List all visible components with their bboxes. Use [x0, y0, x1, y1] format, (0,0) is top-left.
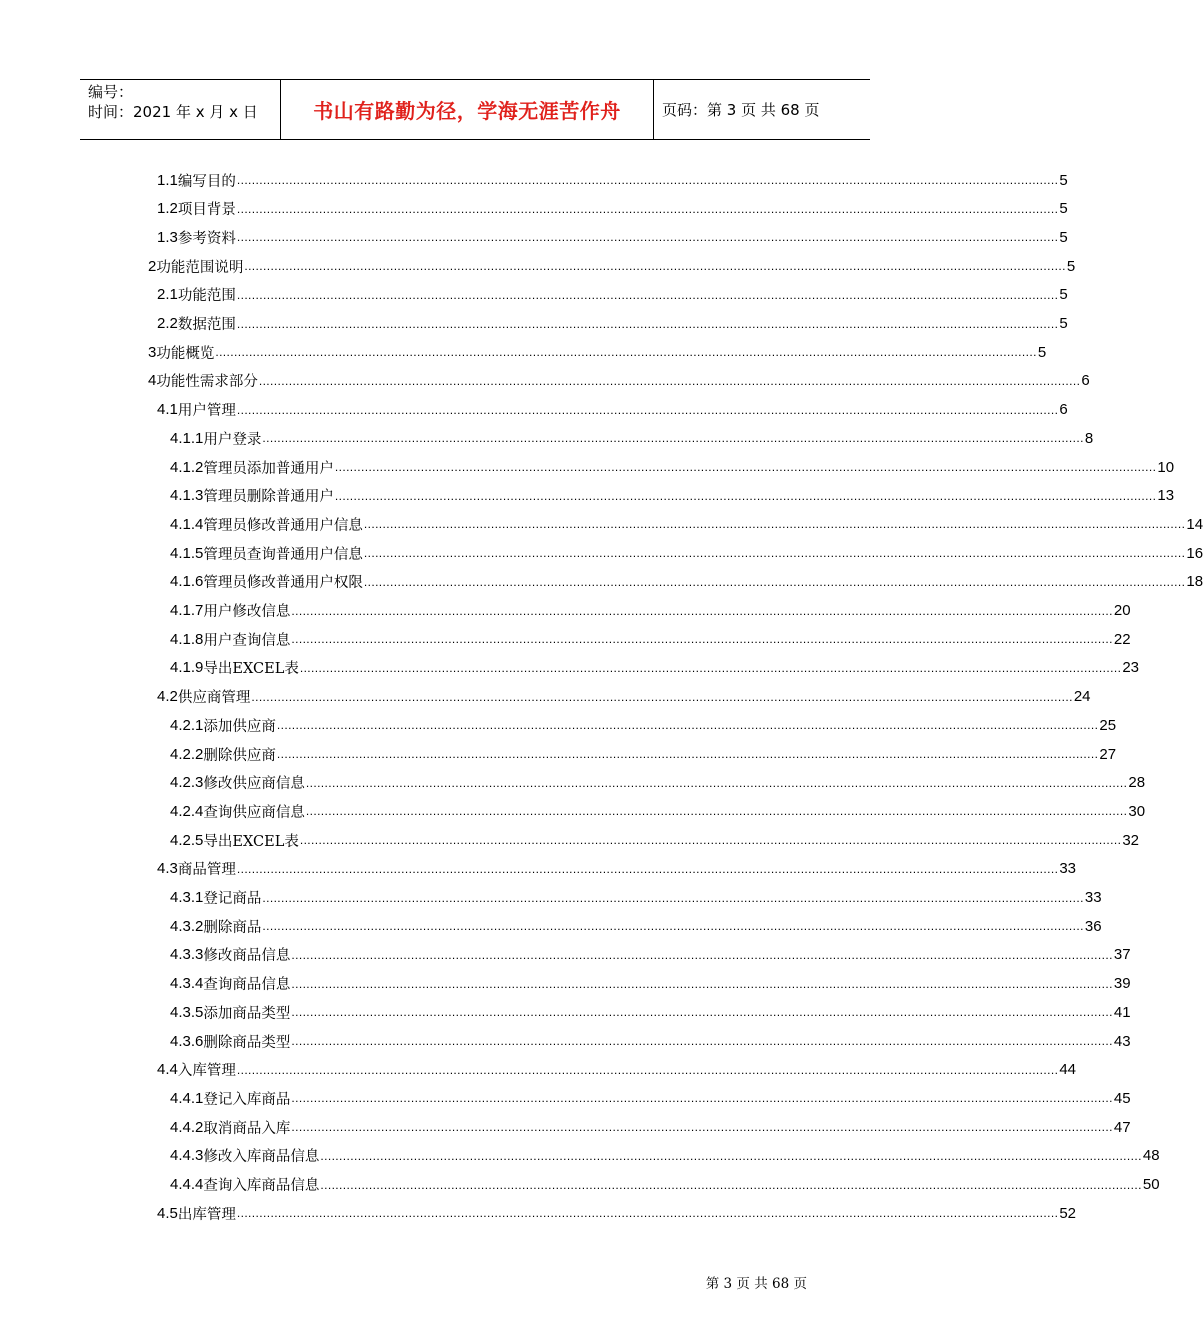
toc-dot-leader: ............................................................................................................................................................................................................................ — [236, 1062, 1059, 1077]
toc-dot-leader: ............................................................................................................................................................................................................................ — [363, 574, 1186, 589]
toc-entry-number: 4.3 — [157, 860, 178, 878]
toc-entry-number: 4.1.9 — [170, 659, 204, 677]
toc-entry-page: 36 — [1084, 917, 1102, 935]
toc-entry-page: 52 — [1059, 1204, 1077, 1222]
toc-entry[interactable] — [170, 1113, 1131, 1141]
toc-entry-page: 45 — [1113, 1089, 1131, 1107]
toc-entry-number: 4.5 — [157, 1204, 178, 1222]
toc-entry-number: 4.1.5 — [170, 544, 204, 562]
toc-entry-title: 添加供应商 — [203, 718, 276, 735]
toc-dot-leader: ............................................................................................................................................................................................................................ — [291, 632, 1113, 647]
toc-entry-number: 4.1 — [157, 401, 178, 419]
toc-entry[interactable] — [157, 195, 1068, 223]
toc-dot-leader: ............................................................................................................................................................................................................................ — [236, 316, 1059, 331]
toc-entry-title: 添加商品类型 — [203, 1005, 291, 1022]
toc-entry-number: 4.4 — [157, 1061, 178, 1079]
toc-entry-title: 导出EXCEL表 — [203, 661, 299, 678]
toc-entry-title: 删除商品 — [203, 919, 262, 936]
toc-entry-page: 5 — [1059, 171, 1068, 189]
toc-entry-page: 39 — [1113, 975, 1131, 993]
toc-entry[interactable] — [157, 1199, 1077, 1227]
toc-entry-number: 4.1.3 — [170, 487, 204, 505]
toc-entry[interactable] — [170, 482, 1175, 510]
toc-entry-title: 查询供应商信息 — [203, 804, 305, 821]
toc-entry-page: 47 — [1113, 1118, 1131, 1136]
toc-dot-leader: ............................................................................................................................................................................................................................ — [299, 833, 1122, 848]
toc-entry-title: 登记商品 — [203, 891, 262, 907]
toc-dot-leader: ............................................................................................................................................................................................................................ — [236, 201, 1059, 216]
toc-entry-number: 4.4.4 — [170, 1176, 204, 1193]
toc-entry-number: 4.2 — [157, 688, 178, 706]
toc-entry-number: 4.1.7 — [170, 602, 204, 619]
toc-entry-page: 28 — [1128, 774, 1146, 792]
toc-entry-title: 编写目的 — [177, 173, 236, 190]
toc-entry-title: 取消商品入库 — [203, 1120, 291, 1137]
toc-entry-page: 6 — [1081, 372, 1090, 390]
toc-entry-number: 4.1.2 — [170, 458, 204, 476]
toc-entry-title: 参考资料 — [177, 230, 236, 247]
toc-entry[interactable] — [170, 424, 1094, 452]
toc-entry-page: 23 — [1122, 659, 1140, 677]
toc-dot-leader: ............................................................................................................................................................................................................................ — [236, 230, 1059, 245]
header-meta — [80, 80, 281, 139]
toc-entry-number: 4.3.3 — [170, 946, 204, 964]
toc-dot-leader: ............................................................................................................................................................................................................................ — [291, 1005, 1113, 1020]
toc-entry-number: 2 — [148, 257, 157, 275]
toc-entry-page: 10 — [1157, 458, 1175, 476]
toc-dot-leader: ............................................................................................................................................................................................................................ — [363, 517, 1186, 532]
document-code-label: 编号： — [88, 83, 134, 101]
toc-entry[interactable] — [157, 310, 1068, 338]
toc-entry[interactable] — [170, 912, 1102, 940]
toc-dot-leader: ............................................................................................................................................................................................................................ — [291, 947, 1113, 962]
toc-dot-leader: ............................................................................................................................................................................................................................ — [236, 402, 1059, 417]
toc-entry-title: 用户修改信息 — [203, 604, 291, 620]
toc-entry-number: 4.2.2 — [170, 745, 204, 763]
toc-entry[interactable] — [157, 281, 1068, 309]
toc-dot-leader: ............................................................................................................................................................................................................................ — [258, 373, 1081, 388]
toc-dot-leader: ............................................................................................................................................................................................................................ — [276, 747, 1099, 761]
toc-entry-title: 商品管理 — [177, 862, 236, 879]
toc-entry[interactable] — [170, 826, 1140, 854]
toc-entry-title: 功能性需求部分 — [156, 374, 258, 391]
toc-entry[interactable] — [170, 769, 1146, 797]
toc-entry[interactable] — [157, 683, 1091, 711]
toc-entry-page: 18 — [1186, 573, 1203, 591]
toc-entry-page: 41 — [1113, 1003, 1131, 1021]
toc-dot-leader: ............................................................................................................................................................................................................................ — [320, 1148, 1142, 1163]
toc-dot-leader: ............................................................................................................................................................................................................................ — [291, 1120, 1113, 1135]
toc-entry-title: 用户登录 — [203, 431, 262, 448]
toc-entry-page: 5 — [1066, 257, 1076, 275]
toc-entry-page: 32 — [1122, 831, 1140, 849]
toc-entry-title: 修改供应商信息 — [203, 776, 305, 793]
toc-entry[interactable] — [170, 740, 1117, 768]
toc-dot-leader: ............................................................................................................................................................................................................................ — [299, 660, 1122, 675]
header-motto: 书山有路勤为径，学海无涯苦作舟 — [281, 80, 654, 139]
toc-entry-page: 50 — [1142, 1176, 1160, 1193]
toc-entry-number: 4.3.2 — [170, 917, 204, 935]
header-page-number: 页码：第 3 页 共 68 页 — [662, 101, 820, 119]
toc-dot-leader: ............................................................................................................................................................................................................................ — [262, 431, 1084, 446]
footer-page-number: 第 3 页 共 68 页 — [705, 1276, 807, 1292]
toc-entry[interactable] — [157, 855, 1077, 883]
toc-entry-page: 37 — [1113, 946, 1131, 964]
toc-dot-leader: ............................................................................................................................................................................................................................ — [236, 861, 1059, 876]
toc-dot-leader: ............................................................................................................................................................................................................................ — [236, 1206, 1059, 1221]
toc-entry-number: 4.1.8 — [170, 630, 204, 648]
toc-entry-page: 14 — [1186, 515, 1203, 533]
toc-entry[interactable] — [170, 597, 1131, 625]
toc-entry-title: 供应商管理 — [177, 690, 251, 707]
toc-dot-leader: ............................................................................................................................................................................................................................ — [291, 1034, 1113, 1048]
toc-entry-page: 33 — [1084, 889, 1102, 906]
toc-entry-title: 功能范围 — [177, 288, 236, 305]
toc-entry-number: 4.1.1 — [170, 429, 204, 447]
toc-entry[interactable] — [157, 223, 1068, 251]
toc-entry[interactable] — [170, 453, 1175, 481]
toc-entry-number: 4 — [148, 372, 157, 390]
document-time-label: 时间：2021 年 x 月 x 日 — [88, 103, 258, 121]
toc-entry[interactable] — [170, 970, 1131, 998]
toc-entry-page: 5 — [1059, 200, 1068, 218]
toc-entry-page: 25 — [1099, 716, 1117, 734]
toc-entry-page: 16 — [1186, 544, 1203, 562]
toc-entry[interactable] — [148, 367, 1090, 395]
toc-entry-number: 4.4.2 — [170, 1118, 204, 1136]
toc-dot-leader: ............................................................................................................................................................................................................................ — [291, 976, 1113, 991]
toc-entry-page: 27 — [1099, 745, 1117, 763]
toc-entry[interactable] — [170, 539, 1203, 567]
toc-entry-page: 5 — [1059, 315, 1068, 332]
toc-dot-leader: ............................................................................................................................................................................................................................ — [305, 775, 1128, 790]
toc-entry-title: 修改商品信息 — [203, 948, 291, 965]
toc-dot-leader: ............................................................................................................................................................................................................................ — [363, 546, 1186, 561]
toc-entry-title: 管理员修改普通用户权限 — [203, 575, 363, 592]
toc-entry-page: 22 — [1113, 630, 1131, 648]
toc-entry-number: 4.3.6 — [170, 1032, 204, 1050]
toc-entry[interactable] — [170, 797, 1146, 825]
toc-entry-number: 4.3.1 — [170, 889, 204, 906]
toc-entry-number: 2.2 — [157, 315, 178, 332]
toc-dot-leader: ............................................................................................................................................................................................................................ — [251, 689, 1073, 704]
toc-entry-page: 5 — [1059, 286, 1068, 304]
toc-entry-title: 用户查询信息 — [203, 632, 291, 649]
toc-entry[interactable] — [170, 625, 1131, 653]
toc-entry[interactable] — [157, 396, 1068, 424]
toc-entry[interactable] — [170, 568, 1203, 596]
toc-entry-title: 查询入库商品信息 — [203, 1178, 320, 1194]
toc-entry-page: 30 — [1128, 802, 1146, 820]
toc-entry[interactable] — [170, 654, 1140, 682]
toc-entry-number: 4.2.4 — [170, 802, 204, 820]
toc-entry-title: 管理员查询普通用户信息 — [203, 546, 363, 563]
toc-entry-title: 查询商品信息 — [203, 977, 291, 994]
toc-entry-title: 登记入库商品 — [203, 1091, 291, 1108]
toc-entry-title: 删除商品类型 — [203, 1034, 291, 1051]
toc-entry[interactable] — [157, 1056, 1077, 1084]
toc-entry[interactable] — [148, 338, 1047, 366]
toc-entry[interactable] — [170, 941, 1131, 969]
toc-entry-page: 33 — [1059, 860, 1077, 878]
toc-entry-title: 入库管理 — [177, 1063, 236, 1080]
toc-entry-title: 用户管理 — [177, 403, 236, 420]
toc-entry-number: 1.1 — [157, 171, 178, 189]
toc-dot-leader: ............................................................................................................................................................................................................................ — [276, 718, 1099, 733]
toc-entry-page: 44 — [1059, 1061, 1077, 1079]
toc-dot-leader: ............................................................................................................................................................................................................................ — [236, 287, 1059, 302]
toc-entry-number: 1.3 — [157, 228, 178, 246]
toc-entry-number: 1.2 — [157, 200, 178, 218]
toc-entry-page: 13 — [1157, 487, 1175, 505]
toc-entry[interactable] — [170, 1084, 1131, 1112]
toc-dot-leader: ............................................................................................................................................................................................................................ — [334, 488, 1157, 503]
toc-dot-leader: ............................................................................................................................................................................................................................ — [262, 919, 1084, 934]
toc-entry-number: 4.4.3 — [170, 1147, 204, 1165]
toc-entry[interactable] — [170, 884, 1102, 912]
toc-entry[interactable] — [170, 1142, 1160, 1170]
toc-entry-number: 3 — [148, 343, 157, 361]
toc-dot-leader: ............................................................................................................................................................................................................................ — [334, 460, 1157, 474]
toc-entry-number: 4.3.5 — [170, 1003, 204, 1021]
toc-entry-title: 管理员添加普通用户 — [203, 460, 334, 477]
toc-entry[interactable] — [170, 998, 1131, 1026]
toc-entry-title: 数据范围 — [177, 317, 236, 333]
toc-entry-number: 4.2.3 — [170, 774, 204, 792]
toc-entry-number: 4.3.4 — [170, 975, 204, 993]
toc-entry-number: 4.1.4 — [170, 515, 204, 533]
toc-entry-number: 4.2.5 — [170, 831, 204, 849]
toc-dot-leader: ............................................................................................................................................................................................................................ — [320, 1177, 1142, 1192]
toc-entry-page: 43 — [1113, 1032, 1131, 1050]
toc-dot-leader: ............................................................................................................................................................................................................................ — [291, 1091, 1113, 1106]
toc-entry-title: 导出EXCEL表 — [203, 833, 299, 850]
page-header — [80, 79, 870, 140]
toc-entry-number: 4.1.6 — [170, 573, 204, 591]
toc-entry-page: 24 — [1073, 688, 1091, 706]
toc-entry-page: 48 — [1142, 1147, 1160, 1165]
toc-entry-title: 项目背景 — [177, 202, 236, 219]
toc-entry-title: 功能范围说明 — [156, 259, 244, 276]
toc-dot-leader: ............................................................................................................................................................................................................................ — [244, 259, 1066, 274]
toc-entry-title: 修改入库商品信息 — [203, 1149, 320, 1166]
toc-dot-leader: ............................................................................................................................................................................................................................ — [291, 603, 1113, 618]
toc-entry-title: 管理员删除普通用户 — [203, 489, 334, 506]
toc-entry[interactable] — [148, 252, 1076, 280]
toc-entry[interactable] — [170, 711, 1117, 739]
toc-entry-page: 8 — [1084, 429, 1094, 447]
toc-entry-page: 5 — [1059, 228, 1068, 246]
toc-entry-number: 4.4.1 — [170, 1089, 204, 1107]
toc-entry-page: 5 — [1037, 343, 1047, 361]
toc-entry-title: 删除供应商 — [203, 747, 276, 764]
toc-entry-title: 管理员修改普通用户信息 — [203, 517, 363, 534]
toc-dot-leader: ............................................................................................................................................................................................................................ — [236, 173, 1059, 187]
toc-entry-number: 2.1 — [157, 286, 178, 304]
toc-entry-number: 4.2.1 — [170, 716, 204, 734]
toc-entry[interactable] — [170, 1171, 1160, 1199]
toc-entry[interactable] — [157, 166, 1068, 194]
toc-entry-page: 20 — [1113, 602, 1131, 619]
toc-entry-title: 功能概览 — [156, 345, 215, 362]
toc-entry-title: 出库管理 — [177, 1206, 236, 1223]
toc-entry-page: 6 — [1059, 401, 1068, 419]
toc-dot-leader: ............................................................................................................................................................................................................................ — [305, 804, 1128, 819]
toc-dot-leader: ............................................................................................................................................................................................................................ — [262, 890, 1084, 905]
toc-entry[interactable] — [170, 510, 1203, 538]
toc-dot-leader: ............................................................................................................................................................................................................................ — [215, 345, 1037, 360]
toc-entry[interactable] — [170, 1027, 1131, 1055]
